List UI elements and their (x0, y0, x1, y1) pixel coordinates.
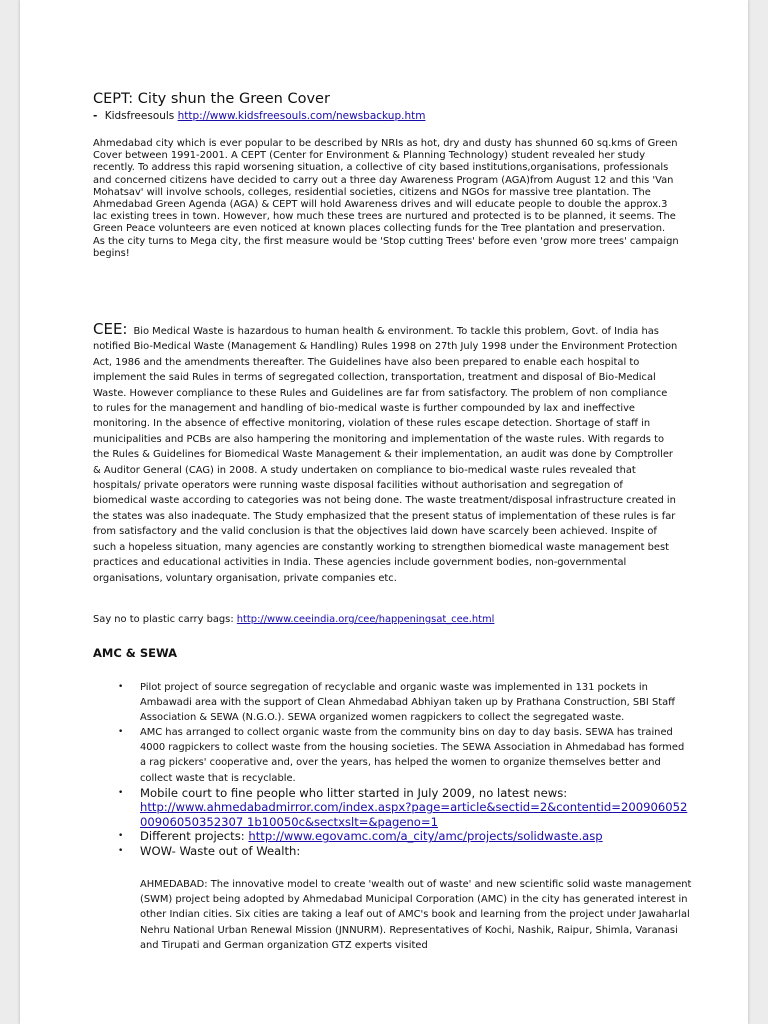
cept-paragraph: Ahmedabad city which is ever popular to be described by NRIs as hot, dry and dusty has shunned 60 sq.kms of Green Cover between 1991-2001. A CEPT (Center for Environment & Planning Technology) student revealed her study recently. To address this rapid worsening situation, a collective of city based institutions,organisations, professionals and concerned citizens have decided to carry out a three day Awareness Program (AGA)from August 12 and this 'Van Mohatsav' will involve schools, colleges, residential societies, citizens and NGOs for massive tree plantation. The Ahmedabad Green Agenda (AGA) & CEPT will hold Awareness drives and will educate people to double the approx.3 lac existing trees in town. However, how much these trees are nurtured and protected is to be planned, it seems. The Green Peace volunteers are even noticed at known places collecting funds for the Tree plantation and preservation. As the city turns to Mega city, the first measure would be 'Stop cutting Trees' before even 'grow more trees' campaign begins! (93, 138, 679, 259)
amc-sewa-heading: AMC & SEWA (93, 646, 178, 660)
source-label: Kidsfreesouls (104, 110, 175, 122)
amc-bullet-list (93, 680, 693, 954)
list-item (93, 725, 693, 785)
list-item-text: Mobile court to fine people who litter started in July 2009, no latest news: (140, 785, 568, 800)
bullet-marker: • (118, 831, 124, 842)
article-title: CEPT: City shun the Green Cover (93, 91, 330, 107)
plastic-bags-text: Say no to plastic carry bags: (93, 614, 234, 625)
wow-paragraph: AHMEDABAD: The innovative model to create 'wealth out of waste' and new scientific solid waste management (SWM) project being adopted by Ahmedabad Municipal Corporation (AMC) in the city has generated interest in other Indian cities. Six cities are taking a leaf out of AMC's book and learning from the project under Jawaharlal Nehru National Urban Renewal Mission (JNNURM). Representatives of Kochi, Nashik, Raipur, Shimla, Varanasi and Tirupati and German organization GTZ experts visited (140, 878, 692, 952)
list-item (93, 844, 693, 954)
list-item (93, 680, 693, 725)
source-dash: - (93, 110, 98, 122)
cee-happenings-link[interactable]: http://www.ceeindia.org/cee/happeningsat_cee.html (236, 614, 495, 625)
source-link[interactable]: http://www.kidsfreesouls.com/newsbackup.htm (177, 110, 426, 122)
plastic-bags-line (93, 614, 679, 626)
cee-text: Bio Medical Waste is hazardous to human health & environment. To tackle this problem, Govt. of India has notified Bio-Medical Waste (Management & Handling) Rules 1998 on 27th July 1998 under the Environment Protection Act, 1986 and the amendments thereafter. The Guidelines have also been prepared to enable each hospital to implement the said Rules in terms of segregated collection, transportation, treatment and disposal of Bio-Medical Waste. However compliance to these Rules and Guidelines are far from satisfactory. The problem of non compliance to rules for the management and handling of bio-medical waste is further compounded by lax and ineffective monitoring. In the absence of effective monitoring, violation of these rules escape detection. Shortage of staff in municipalities and PCBs are also hampering the monitoring and implementation of the waste rules. With regards to the Rules & Guidelines for Biomedical Waste Management & their implementation, an audit was done by Comptroller & Auditor General (CAG) in 2008. A study undertaken on compliance to bio-medical waste rules revealed that hospitals/ private operators were running waste disposal facilities without authorisation and segregation of biomedical waste according to categories was not being done. The waste treatment/disposal infrastructure created in the states was also inadequate. The Study emphasized that the present status of implementation of these rules is far from satisfactory and the valid conclusion is that the objectives laid down have scarcely been achieved. Inspite of such a hopeless situation, many agencies are constantly working to strengthen biomedical waste management best practices and educational activities in India. These agencies include government bodies, non-governmental organisations, voluntary organisation, private companies etc. (93, 326, 678, 584)
ahmedabad-mirror-link[interactable]: http://www.ahmedabadmirror.com/index.aspx?page=article&sectid=2&contentid=20090605200906050352307 1b10050c&sectxslt=&pageno=1 (140, 800, 688, 829)
cee-label: CEE: (93, 320, 128, 338)
source-line (93, 110, 425, 122)
bullet-marker: • (118, 846, 124, 857)
bullet-marker: • (118, 787, 124, 798)
bullet-marker: • (118, 682, 124, 692)
cee-paragraph (93, 322, 679, 586)
egovamc-link[interactable]: http://www.egovamc.com/a_city/amc/projects/solidwaste.asp (248, 829, 603, 844)
list-item (93, 829, 693, 844)
list-item-text: Pilot project of source segregation of recyclable and organic waste was implemented in 131 pockets in Ambawadi area with the support of Clean Ahmedabad Abhiyan taken up by Prathana Construction, SBI Staff Association & SEWA (N.G.O.). SEWA organized women ragpickers to collect the segregated waste. (140, 682, 675, 724)
list-item-text: AMC has arranged to collect organic waste from the community bins on day to day basis. SEWA has trained 4000 ragpickers to collect waste from the housing societies. The SEWA Association in Ahmedabad has formed a rag pickers' cooperative and, over the years, has helped the women to organize themselves better and collect waste that is recyclable. (140, 727, 685, 784)
document-page (20, 0, 748, 1024)
list-item-text: Different projects: (140, 829, 245, 844)
bullet-marker: • (118, 727, 124, 738)
list-item-text: WOW- Waste out of Wealth: (140, 844, 301, 859)
list-item (93, 786, 693, 830)
